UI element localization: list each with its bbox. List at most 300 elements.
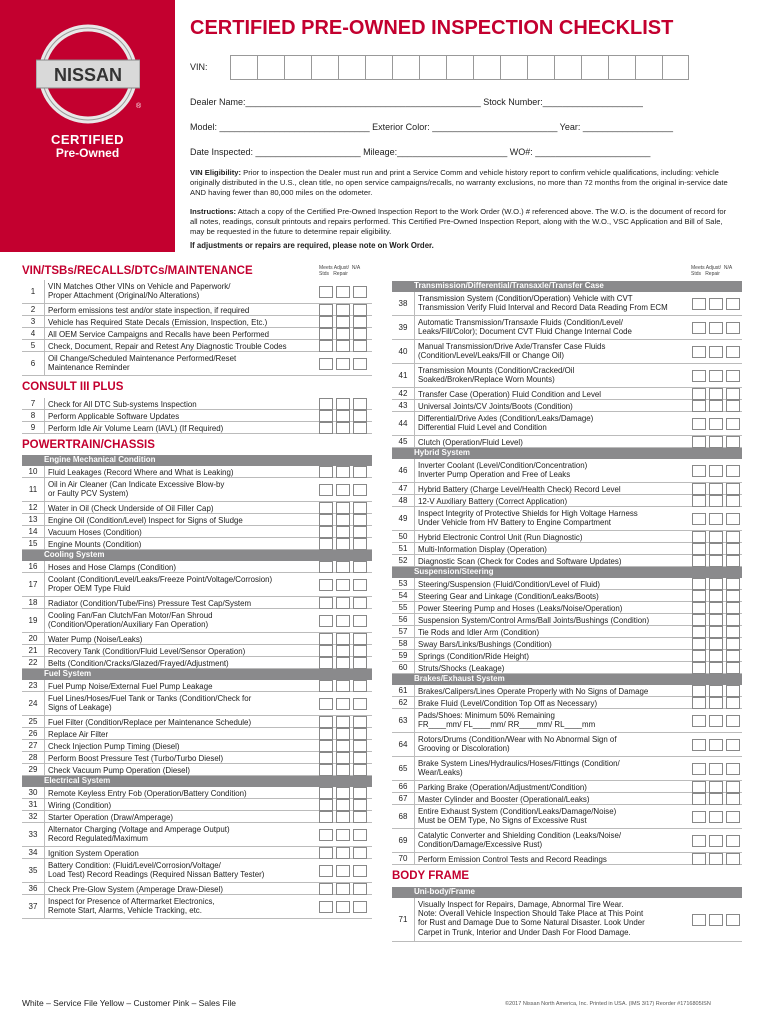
adjust-repair-checkbox[interactable] xyxy=(336,597,350,609)
na-checkbox[interactable] xyxy=(353,883,367,895)
adjust-repair-checkbox[interactable] xyxy=(709,715,723,727)
adjust-repair-checkbox[interactable] xyxy=(709,835,723,847)
subsection-header: Engine Mechanical Condition xyxy=(22,455,372,466)
na-checkbox[interactable] xyxy=(726,662,740,674)
item-line: Maintenance Reminder xyxy=(48,363,130,373)
checklist-row xyxy=(392,292,742,316)
na-checkbox[interactable] xyxy=(353,698,367,710)
meets-standards-checkbox[interactable] xyxy=(319,398,333,410)
meets-standards-checkbox[interactable] xyxy=(319,645,333,657)
na-checkbox[interactable] xyxy=(726,685,740,697)
meets-standards-checkbox[interactable] xyxy=(692,650,706,662)
adjust-repair-checkbox[interactable] xyxy=(336,811,350,823)
na-checkbox[interactable] xyxy=(726,853,740,865)
item-description xyxy=(44,895,215,919)
adjust-repair-checkbox[interactable] xyxy=(336,422,350,434)
meets-standards-checkbox[interactable] xyxy=(319,514,333,526)
adjust-repair-checkbox[interactable] xyxy=(336,645,350,657)
adjust-repair-checkbox[interactable] xyxy=(336,680,350,692)
adjust-repair-checkbox[interactable] xyxy=(336,398,350,410)
item-description xyxy=(414,757,620,781)
na-checkbox[interactable] xyxy=(353,847,367,859)
item-line: Perform Applicable Software Updates xyxy=(48,411,180,421)
na-checkbox[interactable] xyxy=(353,764,367,776)
item-line: Transfer Case (Operation) Fluid Condition and Level xyxy=(418,389,602,399)
meets-standards-checkbox[interactable] xyxy=(692,853,706,865)
meets-standards-checkbox[interactable] xyxy=(692,298,706,310)
meets-standards-checkbox[interactable] xyxy=(692,914,706,926)
adjust-repair-checkbox[interactable] xyxy=(709,513,723,525)
item-line: Check Pre-Glow System (Amperage Draw-Diesel) xyxy=(48,884,223,894)
adjust-repair-checkbox[interactable] xyxy=(709,483,723,495)
item-line: Water in Oil (Check Underside of Oil Filler Cap) xyxy=(48,503,214,513)
na-checkbox[interactable] xyxy=(726,418,740,430)
adjust-repair-checkbox[interactable] xyxy=(336,752,350,764)
meets-standards-checkbox[interactable] xyxy=(692,811,706,823)
meets-standards-checkbox[interactable] xyxy=(319,422,333,434)
meets-standards-checkbox[interactable] xyxy=(319,304,333,316)
item-description xyxy=(44,597,251,609)
adjust-repair-checkbox[interactable] xyxy=(336,328,350,340)
checklist-row xyxy=(392,340,742,364)
item-line: Rotors/Drums (Condition/Wear with No Abnormal Sign of xyxy=(418,735,617,744)
adjust-repair-checkbox[interactable] xyxy=(709,465,723,477)
adjust-repair-checkbox[interactable] xyxy=(336,304,350,316)
vin-char-box[interactable] xyxy=(230,55,257,80)
meets-standards-checkbox[interactable] xyxy=(692,614,706,626)
adjust-repair-checkbox[interactable] xyxy=(336,410,350,422)
cpo-line1: CERTIFIED xyxy=(50,132,125,147)
meets-standards-checkbox[interactable] xyxy=(319,680,333,692)
meets-standards-checkbox[interactable] xyxy=(319,561,333,573)
meets-standards-checkbox[interactable] xyxy=(692,513,706,525)
adjust-repair-checkbox[interactable] xyxy=(709,543,723,555)
na-checkbox[interactable] xyxy=(726,513,740,525)
adjust-repair-checkbox[interactable] xyxy=(709,662,723,674)
meets-standards-checkbox[interactable] xyxy=(319,597,333,609)
adjust-repair-checkbox[interactable] xyxy=(336,502,350,514)
meets-standards-checkbox[interactable] xyxy=(319,728,333,740)
checklist-row xyxy=(22,752,372,764)
checklist-row xyxy=(22,398,372,410)
meets-standards-checkbox[interactable] xyxy=(692,465,706,477)
adjust-repair-checkbox[interactable] xyxy=(709,346,723,358)
checklist-row xyxy=(22,422,372,434)
item-line: Ignition System Operation xyxy=(48,848,139,858)
vin-char-box[interactable] xyxy=(446,55,473,80)
meets-standards-checkbox[interactable] xyxy=(692,418,706,430)
item-line: or Faulty PCV System) xyxy=(48,489,129,499)
meets-standards-checkbox[interactable] xyxy=(692,739,706,751)
adjust-repair-checkbox[interactable] xyxy=(709,793,723,805)
na-checkbox[interactable] xyxy=(353,597,367,609)
na-checkbox[interactable] xyxy=(726,614,740,626)
adjust-repair-checkbox[interactable] xyxy=(709,418,723,430)
meets-standards-checkbox[interactable] xyxy=(319,787,333,799)
checklist-row xyxy=(22,478,372,502)
na-checkbox[interactable] xyxy=(353,410,367,422)
adjust-repair-checkbox[interactable] xyxy=(336,787,350,799)
na-checkbox[interactable] xyxy=(726,650,740,662)
na-checkbox[interactable] xyxy=(353,484,367,496)
adjust-repair-checkbox[interactable] xyxy=(709,436,723,448)
adjust-repair-checkbox[interactable] xyxy=(336,615,350,627)
na-checkbox[interactable] xyxy=(353,615,367,627)
item-description xyxy=(44,316,267,328)
na-checkbox[interactable] xyxy=(726,914,740,926)
adjust-repair-checkbox[interactable] xyxy=(709,638,723,650)
meets-standards-checkbox[interactable] xyxy=(692,835,706,847)
na-checkbox[interactable] xyxy=(726,835,740,847)
item-line: Power Steering Pump and Hoses (Leaks/Noise/Operation) xyxy=(418,603,623,613)
na-checkbox[interactable] xyxy=(353,829,367,841)
meets-standards-checkbox[interactable] xyxy=(319,328,333,340)
vin-char-box[interactable] xyxy=(581,55,608,80)
na-checkbox[interactable] xyxy=(726,543,740,555)
meets-standards-checkbox[interactable] xyxy=(692,763,706,775)
na-checkbox[interactable] xyxy=(353,680,367,692)
vin-char-box[interactable] xyxy=(338,55,365,80)
item-description xyxy=(44,340,287,352)
na-checkbox[interactable] xyxy=(726,322,740,334)
meets-standards-checkbox[interactable] xyxy=(692,626,706,638)
na-checkbox[interactable] xyxy=(726,626,740,638)
adjust-repair-checkbox[interactable] xyxy=(336,764,350,776)
na-checkbox[interactable] xyxy=(353,728,367,740)
adjust-repair-checkbox[interactable] xyxy=(709,298,723,310)
adjust-repair-checkbox[interactable] xyxy=(336,716,350,728)
adjust-repair-checkbox[interactable] xyxy=(336,466,350,478)
meets-standards-checkbox[interactable] xyxy=(319,538,333,550)
checklist-row xyxy=(392,650,742,662)
na-checkbox[interactable] xyxy=(353,579,367,591)
meets-standards-checkbox[interactable] xyxy=(319,502,333,514)
na-checkbox[interactable] xyxy=(353,645,367,657)
meets-standards-checkbox[interactable] xyxy=(692,638,706,650)
na-checkbox[interactable] xyxy=(353,811,367,823)
vin-char-box[interactable] xyxy=(419,55,446,80)
adjust-repair-checkbox[interactable] xyxy=(336,340,350,352)
adjust-repair-checkbox[interactable] xyxy=(336,561,350,573)
item-number: 18 xyxy=(28,598,38,607)
meets-standards-checkbox[interactable] xyxy=(319,716,333,728)
meets-standards-checkbox[interactable] xyxy=(319,484,333,496)
vin-char-box[interactable] xyxy=(257,55,284,80)
na-checkbox[interactable] xyxy=(726,495,740,507)
item-line: Starter Operation (Draw/Amperage) xyxy=(48,812,173,822)
dealer-stock-line[interactable]: Dealer Name:_______________________________________________ Stock Number:____________________ xyxy=(190,97,643,107)
meets-standards-checkbox[interactable] xyxy=(692,555,706,567)
adjust-repair-checkbox[interactable] xyxy=(709,602,723,614)
item-number: 44 xyxy=(398,419,408,428)
adjust-repair-checkbox[interactable] xyxy=(336,901,350,913)
adjust-repair-checkbox[interactable] xyxy=(709,388,723,400)
checklist-row xyxy=(392,495,742,507)
item-number: 60 xyxy=(398,663,408,672)
adjust-repair-checkbox[interactable] xyxy=(709,811,723,823)
checklist-row xyxy=(392,459,742,483)
na-checkbox[interactable] xyxy=(353,328,367,340)
na-checkbox[interactable] xyxy=(353,340,367,352)
na-checkbox[interactable] xyxy=(353,787,367,799)
meets-standards-checkbox[interactable] xyxy=(319,764,333,776)
meets-standards-checkbox[interactable] xyxy=(692,602,706,614)
item-description xyxy=(414,614,649,626)
adjust-repair-checkbox[interactable] xyxy=(336,740,350,752)
adjust-repair-checkbox[interactable] xyxy=(336,526,350,538)
meets-standards-checkbox[interactable] xyxy=(319,316,333,328)
adjust-repair-checkbox[interactable] xyxy=(336,865,350,877)
na-checkbox[interactable] xyxy=(353,286,367,298)
na-checkbox[interactable] xyxy=(353,538,367,550)
vin-char-box[interactable] xyxy=(554,55,581,80)
vin-char-box[interactable] xyxy=(392,55,419,80)
adjust-repair-checkbox[interactable] xyxy=(709,578,723,590)
meets-standards-checkbox[interactable] xyxy=(319,847,333,859)
meets-standards-checkbox[interactable] xyxy=(692,697,706,709)
na-checkbox[interactable] xyxy=(726,811,740,823)
na-checkbox[interactable] xyxy=(726,370,740,382)
checklist-row xyxy=(22,692,372,716)
meets-standards-checkbox[interactable] xyxy=(319,865,333,877)
adjust-repair-checkbox[interactable] xyxy=(709,370,723,382)
item-number: 69 xyxy=(398,836,408,845)
vin-char-box[interactable] xyxy=(500,55,527,80)
vin-char-box[interactable] xyxy=(662,55,689,80)
meets-standards-checkbox[interactable] xyxy=(692,495,706,507)
adjust-repair-checkbox[interactable] xyxy=(336,847,350,859)
meets-standards-checkbox[interactable] xyxy=(692,400,706,412)
item-number: 29 xyxy=(28,765,38,774)
vin-char-box[interactable] xyxy=(365,55,392,80)
vin-char-box[interactable] xyxy=(311,55,338,80)
na-checkbox[interactable] xyxy=(353,865,367,877)
vin-char-box[interactable] xyxy=(527,55,554,80)
legal-text: ©2017 Nissan North America, Inc. Printed in USA. (IMS 3/17) Reorder #1716805ISN xyxy=(505,1001,711,1007)
vin-input-boxes[interactable] xyxy=(230,55,689,80)
na-checkbox[interactable] xyxy=(726,697,740,709)
na-checkbox[interactable] xyxy=(726,388,740,400)
meets-standards-checkbox[interactable] xyxy=(319,901,333,913)
meets-standards-checkbox[interactable] xyxy=(319,633,333,645)
na-checkbox[interactable] xyxy=(353,901,367,913)
adjust-repair-checkbox[interactable] xyxy=(336,698,350,710)
meets-standards-checkbox[interactable] xyxy=(319,410,333,422)
meets-standards-checkbox[interactable] xyxy=(692,436,706,448)
meets-standards-checkbox[interactable] xyxy=(692,685,706,697)
meets-standards-checkbox[interactable] xyxy=(319,799,333,811)
na-checkbox[interactable] xyxy=(726,763,740,775)
adjust-repair-checkbox[interactable] xyxy=(709,322,723,334)
section-consult: CONSULT III PLUS xyxy=(22,381,124,393)
adjust-repair-checkbox[interactable] xyxy=(709,495,723,507)
adjust-repair-checkbox[interactable] xyxy=(709,614,723,626)
na-checkbox[interactable] xyxy=(353,514,367,526)
checklist-row xyxy=(22,680,372,692)
item-line: FR____mm/ FL____mm/ RR____mm/ RL____mm xyxy=(418,720,596,730)
na-checkbox[interactable] xyxy=(726,531,740,543)
na-checkbox[interactable] xyxy=(353,799,367,811)
checklist-row xyxy=(392,898,742,942)
item-line: Check Vacuum Pump Operation (Diesel) xyxy=(48,765,190,775)
meets-standards-checkbox[interactable] xyxy=(692,781,706,793)
meets-standards-checkbox[interactable] xyxy=(692,715,706,727)
adjust-repair-checkbox[interactable] xyxy=(709,400,723,412)
meets-standards-checkbox[interactable] xyxy=(319,829,333,841)
adjust-repair-checkbox[interactable] xyxy=(709,685,723,697)
item-number: 40 xyxy=(398,347,408,356)
na-checkbox[interactable] xyxy=(726,436,740,448)
meets-standards-checkbox[interactable] xyxy=(692,793,706,805)
item-line: Master Cylinder and Booster (Operational/Leaks) xyxy=(418,794,590,804)
na-checkbox[interactable] xyxy=(726,346,740,358)
adjust-repair-checkbox[interactable] xyxy=(336,358,350,370)
item-number: 61 xyxy=(398,686,408,695)
adjust-repair-checkbox[interactable] xyxy=(709,697,723,709)
adjust-repair-checkbox[interactable] xyxy=(709,763,723,775)
na-checkbox[interactable] xyxy=(353,398,367,410)
item-number: 9 xyxy=(30,423,36,432)
adjust-repair-checkbox[interactable] xyxy=(709,531,723,543)
na-checkbox[interactable] xyxy=(726,602,740,614)
checklist-row xyxy=(392,685,742,697)
na-checkbox[interactable] xyxy=(726,578,740,590)
item-line: Steering/Suspension (Fluid/Condition/Level of Fluid) xyxy=(418,579,601,589)
na-checkbox[interactable] xyxy=(726,638,740,650)
item-description xyxy=(414,898,645,942)
adjust-repair-checkbox[interactable] xyxy=(709,739,723,751)
na-checkbox[interactable] xyxy=(353,657,367,669)
na-checkbox[interactable] xyxy=(353,716,367,728)
meets-standards-checkbox[interactable] xyxy=(692,370,706,382)
na-checkbox[interactable] xyxy=(353,358,367,370)
adjust-repair-checkbox[interactable] xyxy=(336,538,350,550)
item-number: 36 xyxy=(28,884,38,893)
adjust-repair-checkbox[interactable] xyxy=(336,579,350,591)
meets-standards-checkbox[interactable] xyxy=(692,662,706,674)
item-description xyxy=(44,799,111,811)
na-checkbox[interactable] xyxy=(726,715,740,727)
adjust-repair-checkbox[interactable] xyxy=(336,484,350,496)
meets-standards-checkbox[interactable] xyxy=(692,578,706,590)
adjust-repair-checkbox[interactable] xyxy=(709,590,723,602)
item-line: Grooving or Discoloration) xyxy=(418,744,510,754)
item-number: 45 xyxy=(398,437,408,446)
checklist-row xyxy=(392,697,742,709)
item-number: 50 xyxy=(398,532,408,541)
item-description xyxy=(414,495,567,507)
na-checkbox[interactable] xyxy=(726,781,740,793)
adjust-repair-checkbox[interactable] xyxy=(336,657,350,669)
meets-standards-checkbox[interactable] xyxy=(319,752,333,764)
na-checkbox[interactable] xyxy=(726,465,740,477)
na-checkbox[interactable] xyxy=(353,422,367,434)
item-number: 25 xyxy=(28,717,38,726)
meets-standards-checkbox[interactable] xyxy=(319,358,333,370)
na-checkbox[interactable] xyxy=(353,740,367,752)
na-checkbox[interactable] xyxy=(726,555,740,567)
item-line: Water Pump (Noise/Leaks) xyxy=(48,634,143,644)
model-color-year-line[interactable]: Model: ______________________________ Exterior Color: _________________________ Year: __________________ xyxy=(190,122,673,132)
adjust-repair-checkbox[interactable] xyxy=(709,781,723,793)
checklist-row xyxy=(22,328,372,340)
na-checkbox[interactable] xyxy=(353,526,367,538)
na-checkbox[interactable] xyxy=(726,739,740,751)
item-number: 63 xyxy=(398,716,408,725)
na-checkbox[interactable] xyxy=(726,400,740,412)
meets-standards-checkbox[interactable] xyxy=(319,615,333,627)
meets-standards-checkbox[interactable] xyxy=(692,346,706,358)
checklist-row xyxy=(22,823,372,847)
na-checkbox[interactable] xyxy=(353,466,367,478)
meets-standards-checkbox[interactable] xyxy=(319,340,333,352)
meets-standards-checkbox[interactable] xyxy=(319,286,333,298)
adjust-repair-checkbox[interactable] xyxy=(336,728,350,740)
adjust-repair-checkbox[interactable] xyxy=(709,555,723,567)
na-checkbox[interactable] xyxy=(353,304,367,316)
adjust-repair-checkbox[interactable] xyxy=(336,286,350,298)
na-checkbox[interactable] xyxy=(353,561,367,573)
meets-standards-checkbox[interactable] xyxy=(319,579,333,591)
adjust-repair-checkbox[interactable] xyxy=(336,633,350,645)
vin-char-box[interactable] xyxy=(635,55,662,80)
adjust-repair-checkbox[interactable] xyxy=(336,514,350,526)
item-description xyxy=(414,781,587,793)
na-checkbox[interactable] xyxy=(353,316,367,328)
item-line: Perform Idle Air Volume Learn (IAVL) (If Required) xyxy=(48,423,224,433)
meets-standards-checkbox[interactable] xyxy=(319,811,333,823)
item-line: Differential/Drive Axles (Condition/Leaks/Damage) xyxy=(418,414,594,423)
meets-standards-checkbox[interactable] xyxy=(692,322,706,334)
adjust-repair-checkbox[interactable] xyxy=(336,829,350,841)
meets-standards-checkbox[interactable] xyxy=(692,388,706,400)
item-description xyxy=(44,280,230,304)
adjust-repair-checkbox[interactable] xyxy=(336,883,350,895)
meets-standards-checkbox[interactable] xyxy=(692,531,706,543)
meets-standards-checkbox[interactable] xyxy=(692,483,706,495)
item-line: Hybrid Electronic Control Unit (Run Diagnostic) xyxy=(418,532,583,542)
meets-standards-checkbox[interactable] xyxy=(692,590,706,602)
adjust-repair-checkbox[interactable] xyxy=(709,650,723,662)
na-checkbox[interactable] xyxy=(726,793,740,805)
meets-standards-checkbox[interactable] xyxy=(319,657,333,669)
na-checkbox[interactable] xyxy=(353,752,367,764)
na-checkbox[interactable] xyxy=(353,502,367,514)
meets-standards-checkbox[interactable] xyxy=(319,466,333,478)
na-checkbox[interactable] xyxy=(353,633,367,645)
adjust-repair-checkbox[interactable] xyxy=(336,316,350,328)
vin-char-box[interactable] xyxy=(608,55,635,80)
meets-standards-checkbox[interactable] xyxy=(319,698,333,710)
meets-standards-checkbox[interactable] xyxy=(319,740,333,752)
adjust-repair-checkbox[interactable] xyxy=(709,853,723,865)
na-checkbox[interactable] xyxy=(726,590,740,602)
vin-char-box[interactable] xyxy=(473,55,500,80)
item-line: Record Regulated/Maximum xyxy=(48,834,148,844)
adjust-repair-checkbox[interactable] xyxy=(709,626,723,638)
item-line: Inverter Coolant (Level/Condition/Concentration) xyxy=(418,461,588,470)
na-checkbox[interactable] xyxy=(726,483,740,495)
vin-char-box[interactable] xyxy=(284,55,311,80)
meets-standards-checkbox[interactable] xyxy=(319,883,333,895)
meets-standards-checkbox[interactable] xyxy=(319,526,333,538)
adjust-repair-checkbox[interactable] xyxy=(709,914,723,926)
adjust-repair-checkbox[interactable] xyxy=(336,799,350,811)
item-description xyxy=(414,292,668,316)
meets-standards-checkbox[interactable] xyxy=(692,543,706,555)
na-checkbox[interactable] xyxy=(726,298,740,310)
date-mileage-wo-line[interactable]: Date Inspected: _____________________ Mileage:______________________ WO#: _______________________ xyxy=(190,147,651,157)
